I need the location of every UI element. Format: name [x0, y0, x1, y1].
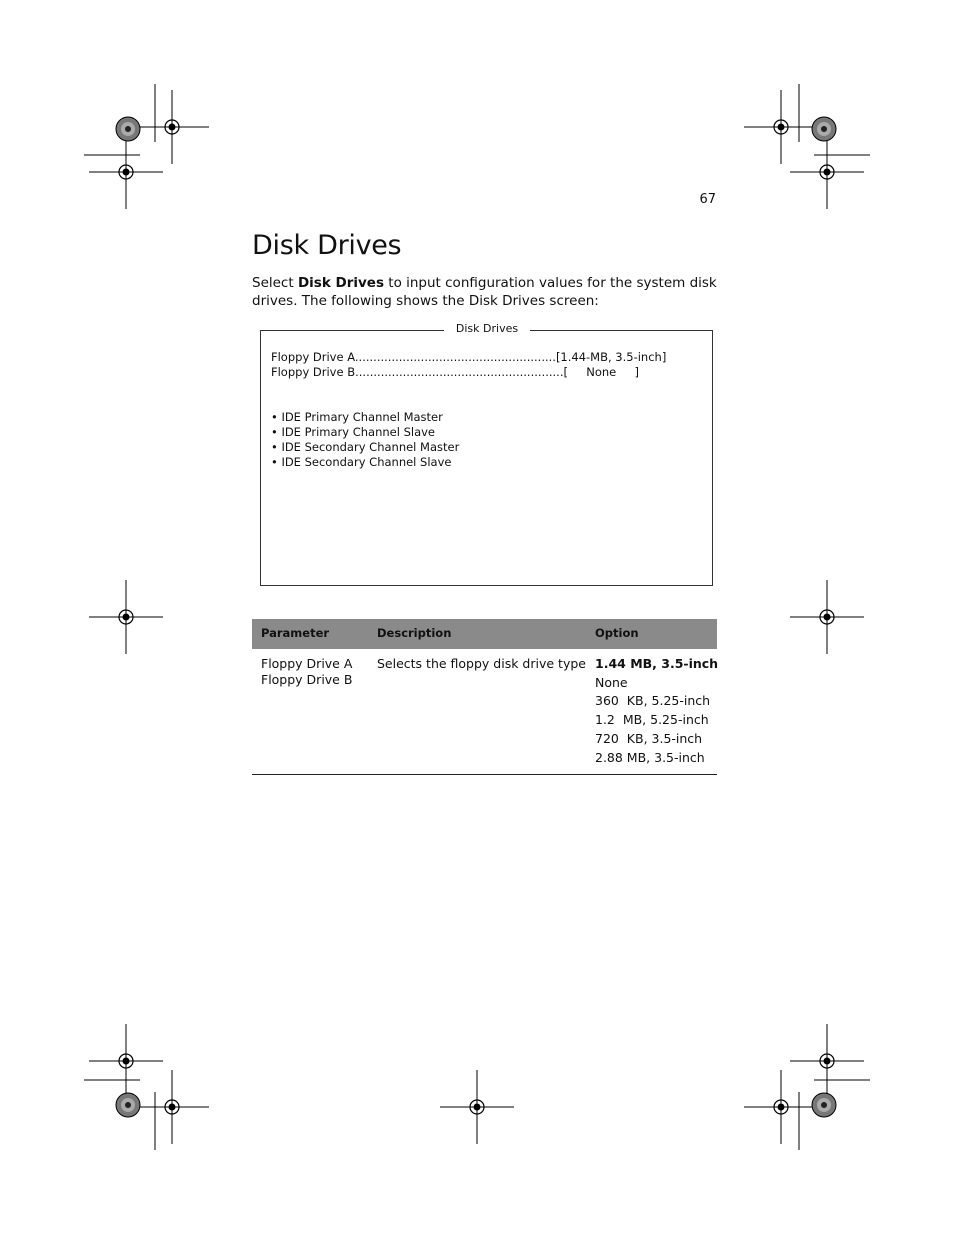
header-option: Option [595, 626, 639, 640]
parameter-table [252, 619, 717, 775]
intro-paragraph [252, 275, 722, 310]
page-number: 67 [699, 192, 716, 207]
screen-ide-secondary-master: • IDE Secondary Channel Master [271, 440, 460, 454]
param-description: Selects the floppy disk drive type [377, 656, 586, 671]
table-header [252, 619, 717, 649]
intro-line2: drives. The following shows the Disk Drives screen: [252, 292, 599, 309]
option-none: None [595, 675, 628, 690]
page-title: Disk Drives [252, 230, 402, 261]
screen-floppy-a-line: Floppy Drive A.......................................................[1.44-MB, 3.5-inch] [271, 350, 667, 364]
option-720kb: 720 KB, 3.5-inch [595, 731, 703, 746]
header-description: Description [377, 626, 452, 640]
screen-ide-primary-master: • IDE Primary Channel Master [271, 410, 443, 424]
screen-title: Disk Drives [444, 321, 530, 337]
header-parameter: Parameter [261, 626, 330, 640]
screen-ide-secondary-slave: • IDE Secondary Channel Slave [271, 455, 452, 469]
option-1-2mb: 1.2 MB, 5.25-inch [595, 712, 709, 727]
table-row [252, 649, 717, 775]
intro-bold-term: Disk Drives [297, 275, 384, 291]
param-floppy-a: Floppy Drive A [261, 656, 353, 671]
screen-ide-primary-slave: • IDE Primary Channel Slave [271, 425, 435, 439]
intro-prefix: Select [252, 275, 298, 291]
screen-floppy-b-line: Floppy Drive B.........................................................[ None ] [271, 365, 640, 379]
option-2-88mb: 2.88 MB, 3.5-inch [595, 750, 705, 765]
intro-line1-suffix: to input configuration values for the system disk [383, 275, 717, 291]
param-floppy-b: Floppy Drive B [261, 672, 353, 687]
option-360kb: 360 KB, 5.25-inch [595, 693, 711, 708]
option-default: 1.44 MB, 3.5-inch [595, 656, 719, 671]
